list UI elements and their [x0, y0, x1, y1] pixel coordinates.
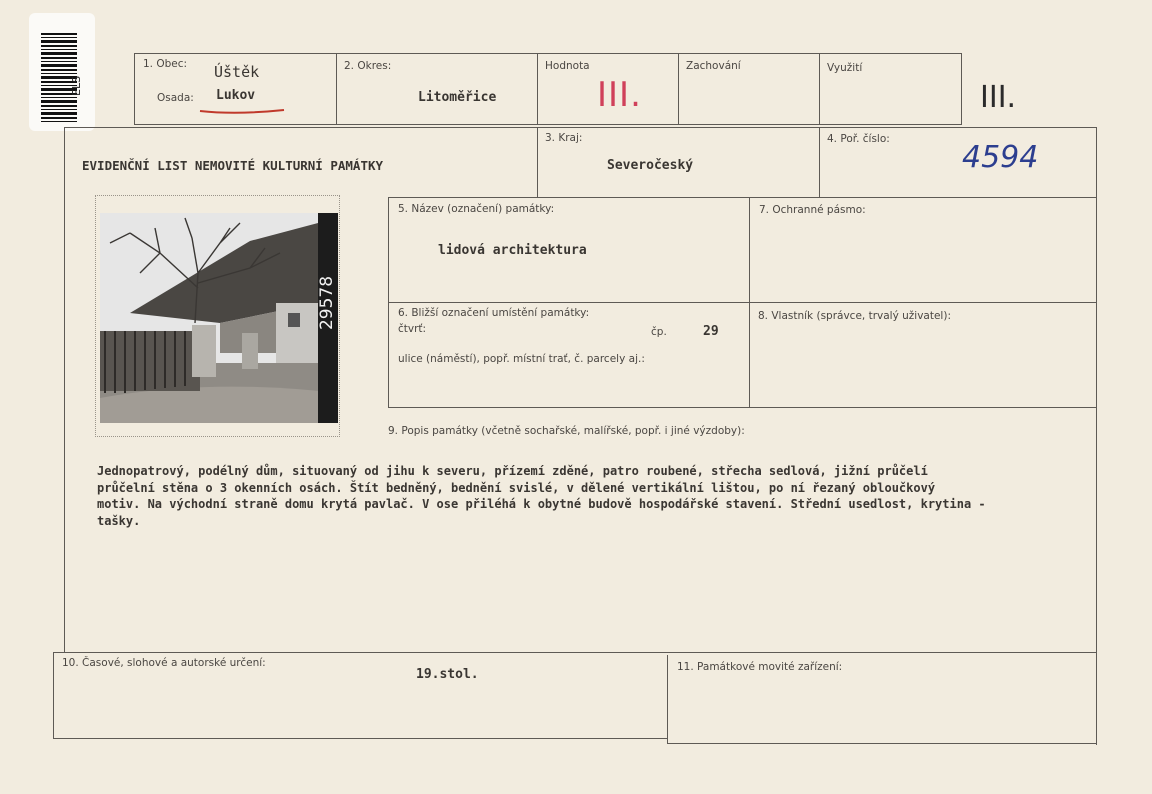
okres-value: Litoměřice	[418, 90, 497, 105]
popis-line: průčelní stěna o 3 okenních osách. Štít bedněný, bednění svislé, v dělené vertikální lištou, po ní řezaný obloučkový	[97, 480, 936, 495]
ctvrt-label: čtvrť:	[398, 323, 427, 335]
umisteni-label: 6. Bližší označení umístění památky:	[398, 307, 590, 319]
cp-value: 29	[703, 324, 719, 339]
vlastnik-label: 8. Vlastník (správce, trvalý uživatel):	[758, 310, 951, 322]
popis-line: Jednopatrový, podélný dům, situovaný od jihu k severu, přízemí zděné, patro roubené, střecha sedlová, jižní průčelí	[97, 464, 928, 478]
grid-line	[134, 53, 135, 125]
grid-line	[53, 738, 668, 739]
okres-label: 2. Okres:	[344, 60, 392, 72]
kraj-label: 3. Kraj:	[545, 132, 583, 144]
grid-line	[537, 127, 538, 197]
grid-line	[64, 127, 65, 652]
grid-line	[961, 53, 962, 125]
grid-line	[667, 743, 1097, 744]
grid-line	[53, 652, 1097, 653]
popis-label: 9. Popis památky (včetně sochařské, malířské, popř. i jiné výzdoby):	[388, 425, 745, 437]
photo-number: 29578	[317, 275, 337, 331]
popis-line: motiv. Na východní straně domu krytá pavlač. V ose přiléhá k obytné budově hospodářské stavení. Střední usedlost, krytina -	[97, 497, 986, 511]
grid-line	[134, 124, 962, 125]
grid-line	[388, 197, 1097, 198]
osada-value: Lukov	[216, 88, 256, 103]
grid-line	[388, 302, 1097, 303]
grid-line	[819, 127, 820, 197]
grid-line	[819, 53, 820, 125]
ulice-label: ulice (náměstí), popř. místní trať, č. parcely aj.:	[398, 353, 645, 365]
grid-line	[134, 53, 962, 54]
grid-line	[53, 652, 54, 738]
ochranne-pasmo-label: 7. Ochranné pásmo:	[759, 204, 866, 216]
grid-line	[537, 53, 538, 125]
kraj-value: Severočeský	[607, 158, 694, 173]
underline-stroke	[196, 106, 288, 116]
corner-mark: III.	[980, 80, 1017, 115]
monument-photo	[100, 213, 338, 423]
popis-line: tašky.	[97, 513, 141, 528]
form-title: EVIDENČNÍ LIST NEMOVITÉ KULTURNÍ PAMÁTKY	[82, 158, 384, 173]
grid-line	[678, 53, 679, 125]
por-cislo-label: 4. Poř. číslo:	[827, 133, 890, 145]
popis-text	[97, 463, 1137, 529]
grid-line	[667, 655, 668, 743]
hodnota-label: Hodnota	[545, 60, 590, 72]
por-cislo-value: 4594	[962, 140, 1039, 175]
obec-label: 1. Obec:	[143, 58, 188, 70]
nazev-value: lidová architektura	[438, 243, 587, 258]
vyuziti-label: Využití	[827, 62, 863, 74]
cp-label: čp.	[651, 326, 667, 338]
hodnota-value: III.	[597, 75, 642, 115]
casove-urceni-value: 19.stol.	[416, 667, 479, 682]
casove-urceni-label: 10. Časové, slohové a autorské určení:	[62, 657, 266, 669]
grid-line	[336, 53, 337, 125]
zachovani-label: Zachování	[686, 60, 741, 72]
nazev-label: 5. Název (označení) památky:	[398, 203, 555, 215]
obec-value: Úštěk	[214, 63, 260, 81]
movita-zarizeni-label: 11. Památkové movité zařízení:	[677, 661, 843, 673]
osada-label: Osada:	[157, 92, 194, 104]
grid-line	[388, 407, 1097, 408]
barcode-label: ELS	[70, 75, 83, 96]
grid-line	[64, 127, 1097, 128]
